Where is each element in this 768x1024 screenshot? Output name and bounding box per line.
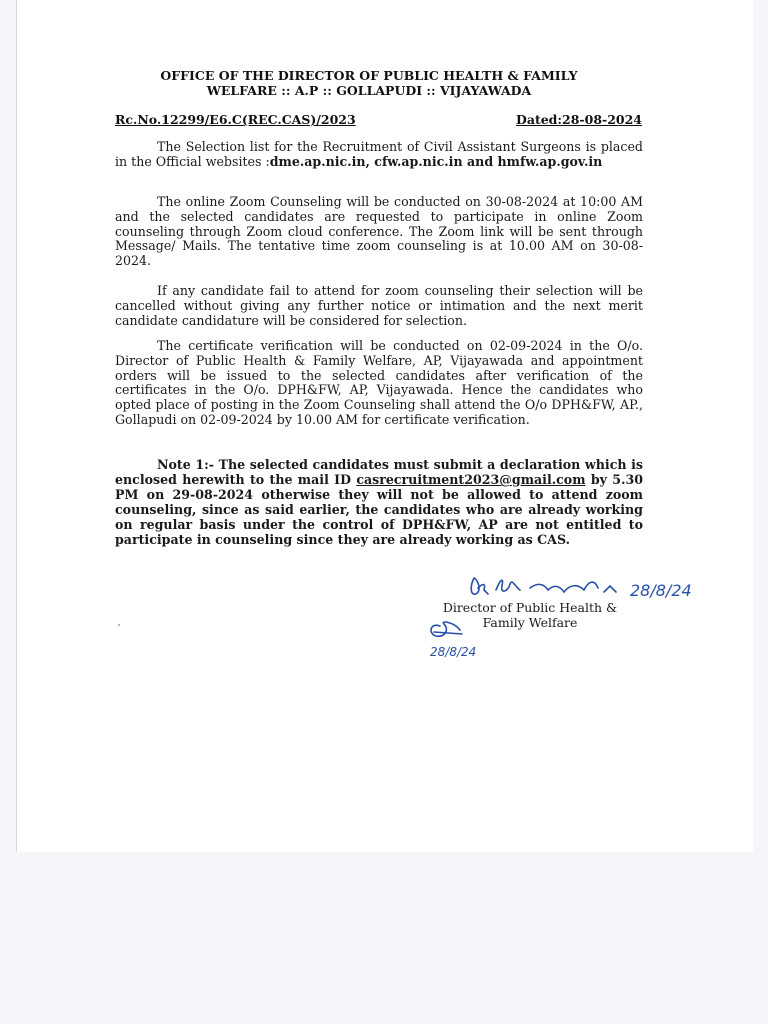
reference-line [115,112,642,127]
paragraph-selection-list [115,140,643,170]
header-line-1: OFFICE OF THE DIRECTOR OF PUBLIC HEALTH & FAMILY [160,68,578,83]
note-1-start: Note 1:- The selected candidates must submit a declaration which is enclosed herewith to the mail ID [115,457,643,487]
reference-date: Dated:28-08-2024 [516,112,642,127]
email-link[interactable]: casrecruitment2023@gmail.com [356,472,586,487]
scan-speck [118,624,120,626]
handwritten-initials [420,612,510,662]
paragraph-cancellation: If any candidate fail to attend for zoom counseling their selection will be cancelled without giving any further notice or intimation and the next merit candidate candidature will be considered for selection. [115,283,643,328]
signatory-line-1: Director of Public Health & [442,600,618,615]
initials-date: 28/8/24 [430,645,477,659]
paragraph-certificate-verification: The certificate verification will be conducted on 02-09-2024 in the O/o. Director of Public Health & Family Welfare, AP, Vijayawada and appointment orders will be issued to the selected candidates after verification of the certificates in the O/o. DPH&FW, AP, Vijayawada. Hence the candidates who opted place of posting in the Zoom Counseling shall attend the O/o DPH&FW, AP., Gollapudi on 02-09-2024 by 10.00 AM for certificate verification. [115,338,643,427]
paragraph-1-text: The Selection list for the Recruitment of Civil Assistant Surgeons is placed in the Official websites : [115,139,643,169]
paragraph-note-1 [115,457,643,547]
signatory-line-2: Family Welfare [482,615,578,630]
website-list: dme.ap.nic.in, cfw.ap.nic.in and hmfw.ap.gov.in [269,153,603,169]
note-1-end: by 5.30 PM on 29-08-2024 otherwise they will not be allowed to attend zoom counseling, since as said earlier, the candidates who are already working on regular basis under the control of DPH&FW, AP are not entitled to participate in counseling since they are already working as CAS. [115,472,643,547]
reference-number: Rc.No.12299/E6.C(REC.CAS)/2023 [115,112,356,127]
page-background [0,852,768,1024]
signature-date: 28/8/24 [630,581,692,600]
header-line-2: WELFARE :: A.P :: GOLLAPUDI :: VIJAYAWADA [206,83,532,98]
paragraph-zoom-counseling: The online Zoom Counseling will be conducted on 30-08-2024 at 10:00 AM and the selected candidates are requested to participate in online Zoom counseling through Zoom cloud conference. The Zoom link will be sent through Message/ Mails. The tentative time zoom counseling is at 10.00 AM on 30-08-2024. [115,194,643,269]
office-header [110,68,628,98]
